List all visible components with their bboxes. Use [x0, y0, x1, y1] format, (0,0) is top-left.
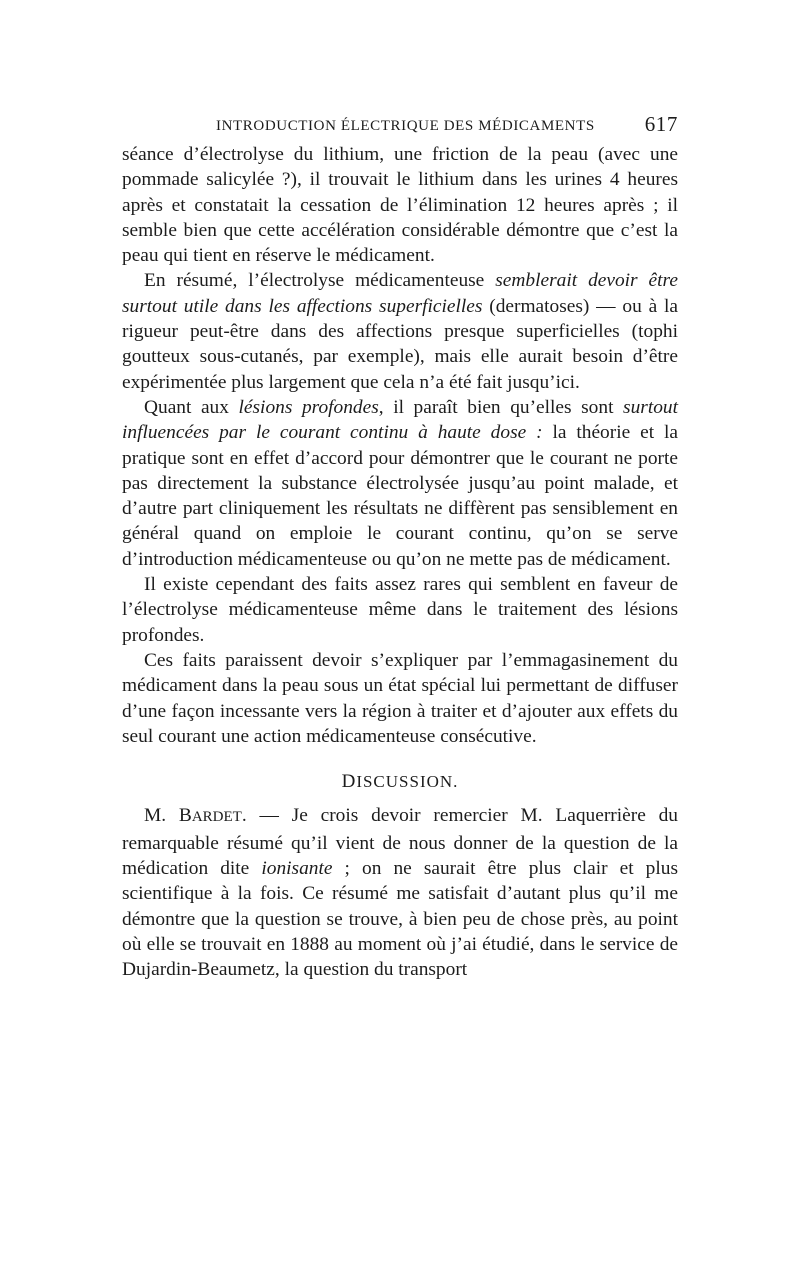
italic-run: semblerait devoir être surtout utile dans les affections superficielles	[122, 270, 678, 317]
text-run: Quant aux	[144, 396, 239, 418]
paragraph-faits-rares: Il existe cependant des faits assez rares qui semblent en faveur de l’électrolyse médicamenteuse même dans le traitement des lésions profondes.	[122, 574, 678, 646]
text-run: (dermatoses) — ou à la rigueur peut-être dans des affections presque superficielles (tophi goutteux sous-cutanés, par exemple), mais elle aurait besoin d’être expérimentée plus largement que cela n’a été fait jusqu’ici.	[122, 295, 678, 393]
paragraph-lesions-profondes	[122, 395, 678, 572]
running-head-title: INTRODUCTION ÉLECTRIQUE DES MÉDICAMENTS	[216, 118, 595, 134]
paragraph-bardet	[122, 803, 678, 982]
text-run: la théorie et la pratique sont en effet d’accord pour démontrer que le courant ne porte pas directement la substance électrolysée jusqu’au point malade, et d’autre part cliniquement les résultats ne diffèrent pas sensiblement en général quand on emploie le courant continu, qu’on se serve d’introduction médicamenteuse ou qu’on ne mette pas de médicament.	[122, 422, 678, 570]
text-run: En résumé, l’électrolyse médicamenteuse	[144, 270, 496, 292]
section-heading-discussion	[122, 769, 678, 794]
speaker-initial: B	[178, 805, 192, 827]
italic-run: ionisante	[261, 858, 333, 880]
text-run: , il paraît bien qu’elles sont	[378, 396, 624, 418]
body-text	[122, 142, 678, 983]
book-page	[122, 112, 678, 983]
italic-run: lésions profondes	[238, 396, 379, 418]
speaker-name-rest: ARDET	[191, 809, 242, 826]
paragraph-resume	[122, 268, 678, 394]
paragraph-emmagasinement: Ces faits paraissent devoir s’expliquer par l’emmagasinement du médicament dans la peau sous un état spécial lui permettant de diffuser d’une façon incessante vers la région à traiter et d’ajouter aux effets du seul courant une action médicamenteuse consécutive.	[122, 649, 678, 747]
paragraph-lithium: séance d’électrolyse du lithium, une friction de la peau (avec une pommade salicylée ?), il trouvait le lithium dans les urines 4 heures après et constatait la cessation de l’élimination 12 heures après ; il semble bien que cette accélération considérable démontre que c’est la peau qui tient en réserve le médicament.	[122, 144, 678, 267]
page-number: 617	[644, 112, 678, 136]
speaker-prefix: M.	[144, 805, 179, 827]
running-head	[122, 112, 678, 138]
text-run: . — Je crois devoir remercier M. Laquerrière du remarquable résumé qu’il vient de nous donner de la question de la médication dite	[122, 805, 678, 880]
italic-run: surtout influencées par le courant continu à haute dose :	[122, 396, 678, 444]
heading-rest: ISCUSSION.	[356, 772, 459, 792]
heading-initial: D	[341, 771, 357, 793]
text-run: ; on ne saurait être plus clair et plus scientifique à la fois. Ce résumé me satisfait d’autant plus qu’il me démontre que la question se trouve, à bien peu de chose près, au point où elle se trouvait en 1888 au moment où j’ai étudié, dans le service de Dujardin-Beaumetz, la question du transport	[122, 858, 678, 981]
